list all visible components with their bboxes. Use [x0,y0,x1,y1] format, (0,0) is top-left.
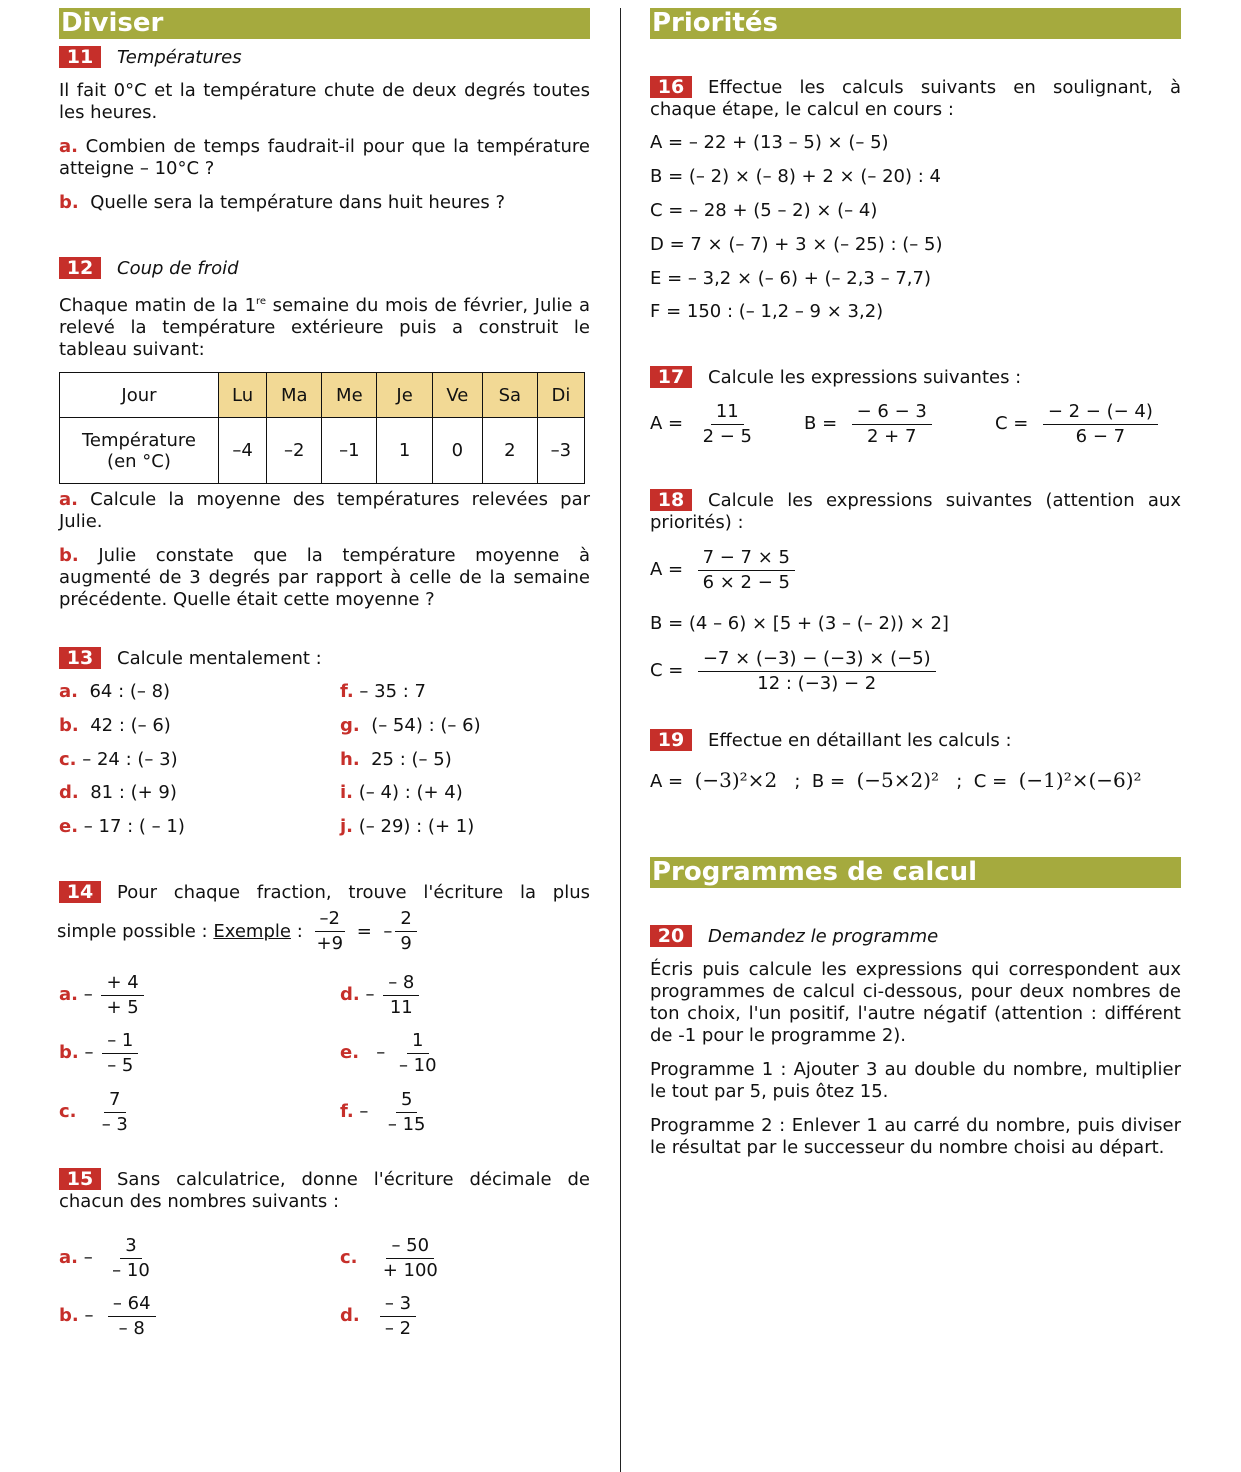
expression-B: B = (4 – 6) × [5 + (3 – (– 2)) × 2] [650,613,949,634]
example-result-fraction: $\frac{2}{9}$ [395,908,416,955]
exercise-text: 16 Effectue les calculs suivants en soulignant, à chaque étape, le calcul en cours : [650,76,1181,120]
temp-cell: 1 [377,418,432,484]
expression-B: B = $\frac{- 6 - 3}{2 + 7}$ [804,399,935,449]
exercise-number: 12 [59,257,101,279]
section-title-diviser: Diviser [59,8,590,39]
exercise-text: 15 Sans calculatrice, donne l'écriture décimale de chacun des nombres suivants : [59,1168,590,1212]
fraction-item: c. $\frac{- 50}{+ 100}$ [340,1234,438,1281]
calc-line: F = 150 : (– 1,2 – 9 × 3,2) [650,301,884,322]
question-b: b. Julie constate que la température moyenne à augmenté de 3 degrés par rapport à celle de la semaine précédente. Quelle était cette moyenne ? [59,545,590,610]
fraction-item: d. – $\frac{- 8}{11}$ [340,973,422,1017]
question-a: a. Calcule la moyenne des températures relevées par Julie. [59,489,590,532]
temp-cell: –2 [267,418,322,484]
fraction-item: a. – $\frac{+ 4}{+ 5}$ [59,973,147,1017]
temp-cell: –1 [322,418,377,484]
calc-line: B = (– 2) × (– 8) + 2 × (– 20) : 4 [650,166,941,187]
exercise-intro: Chaque matin de la 1re semaine du mois de février, Julie a relevé la température extérieure puis a construit le tableau suivant: [59,295,590,360]
exercise-text: Pour chaque fraction, trouve l'écriture la plus [117,881,590,903]
exercise-15 [59,1168,590,1339]
paragraph: Programme 2 : Enlever 1 au carré du nombre, puis diviser le résultat par le successeur du nombre choisi au départ. [650,1115,1181,1158]
mental-item: a. 64 : (– 8) [59,681,171,702]
fraction-item: d. $\frac{- 3}{- 2}$ [340,1294,419,1338]
table-header-day: Jour [60,373,219,418]
paragraph: Écris puis calcule les expressions qui correspondent aux programmes de calcul ci-dessous, pour deux nombres de ton choix, l'un positif, l'autre négatif (attention : différent de -1 pour le programme 2). [650,959,1181,1046]
exercise-text: 18 Calcule les expressions suivantes (attention aux priorités) : [650,489,1181,533]
temp-cell: 2 [482,418,537,484]
mental-item: g. (– 54) : (– 6) [340,715,481,736]
exercise-19 [650,728,1181,792]
section-title-priorites: Priorités [650,8,1181,39]
calc-line: D = 7 × (– 7) + 3 × (– 25) : (– 5) [650,234,943,255]
exercise-number: 17 [650,366,692,388]
exercise-number: 20 [650,925,692,947]
example-fraction: $\frac{-2}{+9}$ [316,907,344,954]
exercise-title: Demandez le programme [708,925,939,947]
right-column [650,8,1181,1158]
exercise-text: Calcule les expressions suivantes : [708,366,1022,388]
fraction-item: e. – $\frac{1}{- 10}$ [340,1029,437,1076]
day-cell: Sa [482,373,537,418]
mental-item: h. 25 : (– 5) [340,749,452,770]
fraction-item: b. – $\frac{- 64}{- 8}$ [59,1294,159,1338]
calc-line: C = – 28 + (5 – 2) × (– 4) [650,200,878,221]
paragraph: Programme 1 : Ajouter 3 au double du nombre, multiplier le tout par 5, puis ôtez 15. [650,1059,1181,1102]
day-cell: Di [537,373,584,418]
calc-line: E = – 3,2 × (– 6) + (– 2,3 – 7,7) [650,268,931,289]
temp-cell: 0 [432,418,482,484]
table-row-label: Température (en °C) [60,418,219,484]
mental-item: f. – 35 : 7 [340,681,427,702]
temperature-table [59,372,585,484]
mental-item: j. (– 29) : (+ 1) [340,816,475,837]
mental-item: i. (– 4) : (+ 4) [340,782,463,803]
exercise-title: Températures [117,46,242,68]
temp-cell: –3 [537,418,584,484]
exercise-12 [59,256,590,610]
day-cell: Ma [267,373,322,418]
column-divider [620,8,621,1472]
example-line: simple possible : Exemple : $\frac{-2}{+9}$ = – $\frac{2}{9}$ [57,904,420,958]
exercise-11 [59,45,590,214]
exercise-13 [59,646,590,837]
fraction-item: f. – $\frac{5}{- 15}$ [340,1088,426,1135]
question-a: a. Combien de temps faudrait-il pour que la température atteigne – 10°C ? [59,136,590,179]
exercise-17 [650,365,1181,447]
exercise-number: 11 [59,46,101,68]
mental-item: d. 81 : (+ 9) [59,782,177,803]
mental-item: c. – 24 : (– 3) [59,749,178,770]
mental-item: e. – 17 : ( – 1) [59,816,185,837]
power-expressions: A = (−3)²×2 ; B = (−5×2)² ; C = (−1)²×(−6)² [650,768,1142,792]
temp-cell: –4 [218,418,266,484]
expression-C: C = $\frac{-7 \times (-3) - (-3) \times (-5)}{12 : (-3) - 2}$ [650,646,939,696]
exercise-number: 14 [59,881,101,903]
exercise-number: 19 [650,729,692,751]
exercise-20 [650,924,1181,1159]
section-title-programmes: Programmes de calcul [650,857,1181,888]
expression-A: A = $\frac{7 - 7 \times 5}{6 \times 2 - 5}$ [650,545,798,595]
calc-line: A = – 22 + (13 – 5) × (– 5) [650,132,889,153]
exercise-14 [57,880,590,1135]
exercise-title: Calcule mentalement : [117,647,322,669]
expression-C: C = $\frac{- 2 - (- 4)}{6 - 7}$ [995,399,1161,449]
fraction-item: b. – $\frac{- 1}{- 5}$ [59,1031,141,1075]
mental-item: b. 42 : (– 6) [59,715,171,736]
day-cell: Je [377,373,432,418]
question-b: b. Quelle sera la température dans huit heures ? [59,192,506,213]
exercise-intro: Il fait 0°C et la température chute de deux degrés toutes les heures. [59,80,590,123]
day-cell: Ve [432,373,482,418]
fraction-item: a. – $\frac{3}{- 10}$ [59,1234,150,1281]
exercise-title: Coup de froid [117,257,239,279]
exercise-16 [650,76,1181,322]
exercise-number: 13 [59,647,101,669]
day-cell: Lu [218,373,266,418]
left-column [57,8,590,1339]
exercise-18 [650,489,1181,694]
exercise-text: Effectue en détaillant les calculs : [708,729,1012,751]
expression-A: A = $\frac{11}{2 - 5}$ [650,400,753,447]
day-cell: Me [322,373,377,418]
fraction-item: c. $\frac{7}{- 3}$ [59,1088,128,1135]
